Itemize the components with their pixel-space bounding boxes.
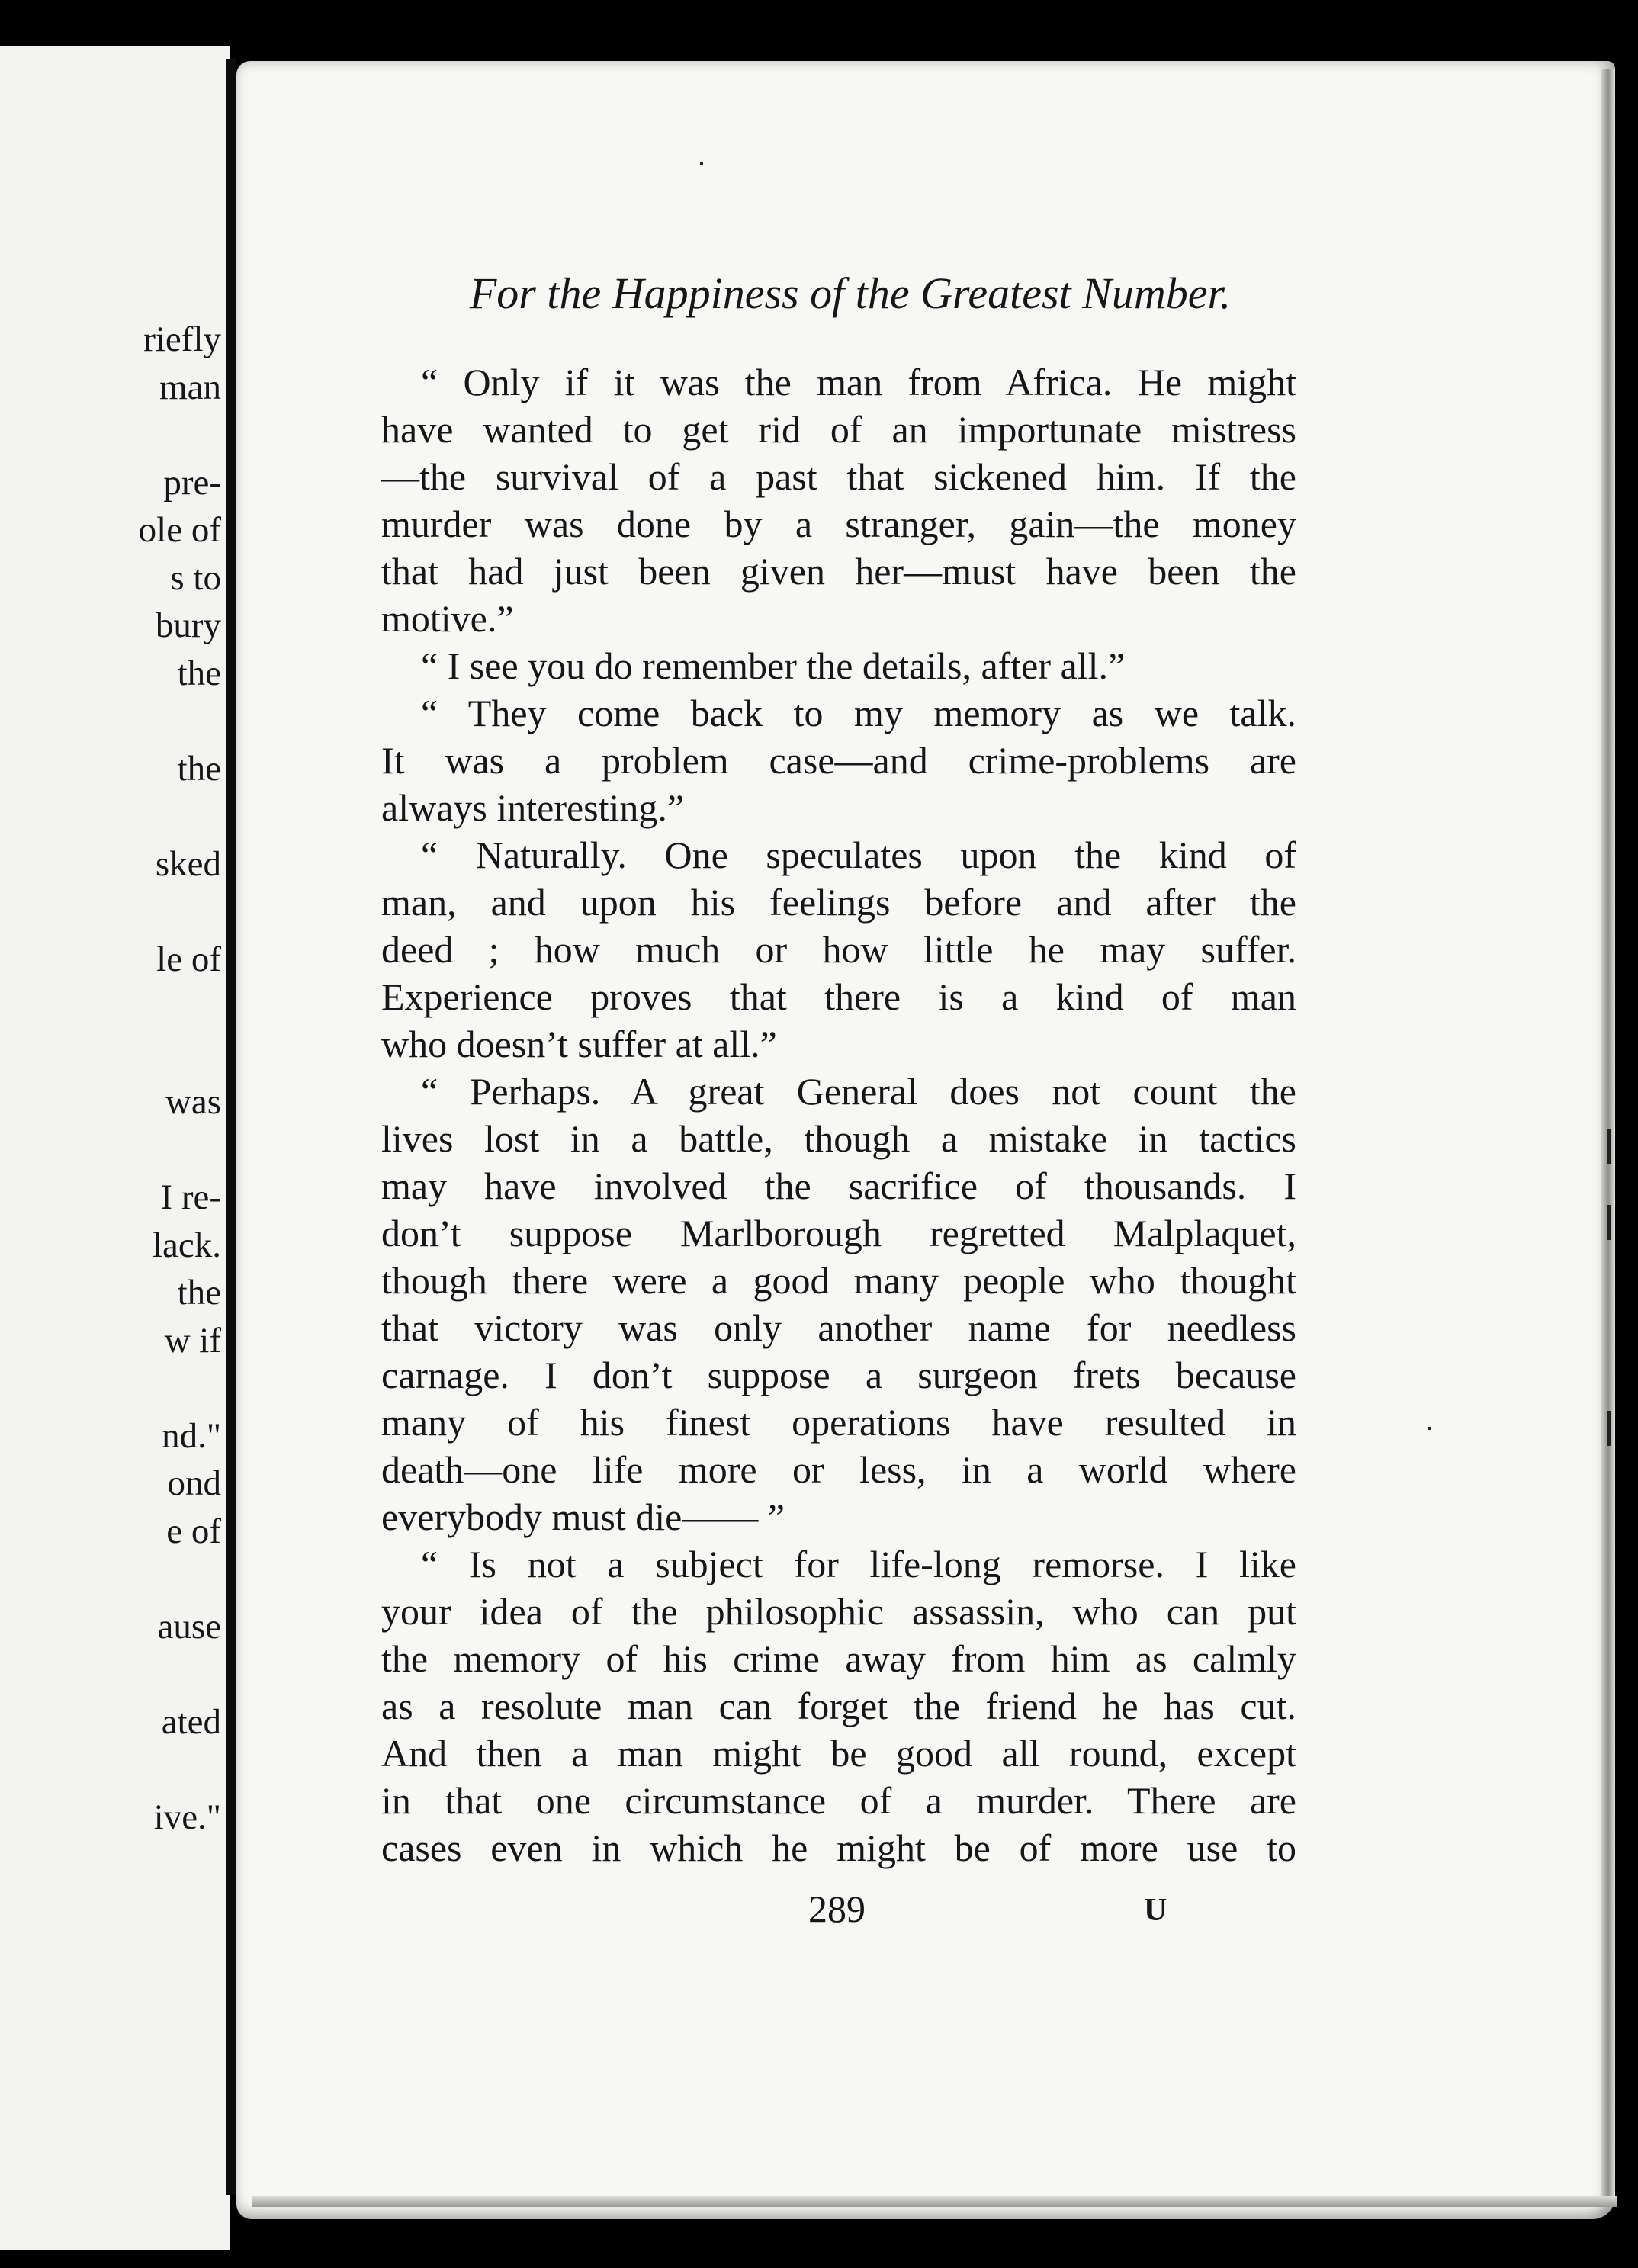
text-line: always interesting.” — [381, 786, 685, 829]
text-line: carnage. I don’t suppose a surgeon frets because — [381, 1354, 1296, 1396]
text-line: in that one circumstance of a murder. There are — [381, 1779, 1296, 1822]
margin-mark — [1607, 1205, 1611, 1240]
text-line: —the survival of a past that sickened him. If the — [381, 455, 1296, 498]
text-line: man, and upon his feelings before and after the — [381, 881, 1296, 924]
text-line: death—one life more or less, in a world where — [381, 1448, 1296, 1491]
text-line: And then a man might be good all round, except — [381, 1732, 1296, 1775]
text-line: “ Only if it was the man from Africa. He might — [421, 361, 1296, 403]
text-line: though there were a good many people who thought — [381, 1259, 1296, 1302]
paragraph — [381, 689, 1296, 831]
text-line: the memory of his crime away from him as calmly — [381, 1637, 1296, 1680]
facing-page-line: the — [177, 653, 221, 693]
facing-page-line: nd." — [162, 1415, 221, 1456]
facing-page-line: s to — [170, 557, 221, 598]
book-gutter — [226, 59, 236, 2195]
facing-page-line: ated — [161, 1701, 221, 1742]
page-bottom-edge — [252, 2196, 1617, 2207]
facing-page-line: sked — [155, 843, 221, 884]
body-text — [381, 358, 1296, 1871]
facing-page-line: the — [177, 1273, 221, 1312]
text-line: your idea of the philosophic assassin, who can put — [381, 1590, 1296, 1633]
facing-page-line: the — [177, 748, 221, 789]
paragraph — [381, 1068, 1296, 1540]
text-line: motive.” — [381, 597, 514, 640]
running-head: For the Happiness of the Greatest Number. — [469, 268, 1232, 318]
facing-page-line: lack. — [152, 1225, 221, 1265]
text-line: don’t suppose Marlborough regretted Malplaquet, — [381, 1212, 1296, 1254]
text-line: “ I see you do remember the details, after all.” — [421, 644, 1126, 687]
text-line: have wanted to get rid of an importunate mistress — [381, 408, 1296, 451]
facing-page-line: I re- — [160, 1177, 221, 1217]
facing-page-line: was — [165, 1082, 221, 1122]
facing-page-line: ive." — [153, 1797, 221, 1837]
facing-page — [0, 46, 230, 2250]
paragraph — [381, 1540, 1296, 1871]
text-line: that had just been given her—must have been the — [381, 550, 1296, 593]
margin-mark — [1607, 1411, 1611, 1446]
facing-page-line: ause — [157, 1606, 221, 1646]
text-line: that victory was only another name for needless — [381, 1306, 1296, 1349]
facing-page-line: ole of — [138, 510, 221, 550]
text-line: murder was done by a stranger, gain—the money — [381, 503, 1296, 545]
facing-page-line: pre- — [163, 462, 221, 503]
facing-page-line: w if — [164, 1320, 221, 1360]
facing-page-line: riefly — [143, 320, 221, 359]
facing-page-line: le of — [156, 939, 221, 979]
facing-page-line: bury — [155, 606, 221, 645]
paragraph — [381, 831, 1296, 1068]
text-line: cases even in which he might be of more use to — [381, 1826, 1296, 1869]
text-line: It was a problem case—and crime-problems are — [381, 739, 1296, 782]
speck — [1428, 1427, 1431, 1430]
page-number: 289 — [808, 1887, 866, 1930]
signature-mark: U — [1144, 1893, 1167, 1928]
text-line: Experience proves that there is a kind of man — [381, 975, 1296, 1018]
facing-page-line: man — [159, 367, 221, 407]
text-line: “ Perhaps. A great General does not count the — [421, 1070, 1296, 1113]
speck — [700, 162, 703, 165]
text-line: “ Is not a subject for life-long remorse. I like — [421, 1543, 1296, 1585]
facing-page-line: e of — [166, 1511, 221, 1551]
paragraph — [381, 642, 1296, 689]
text-line: everybody must die—— ” — [381, 1495, 785, 1538]
text-line: may have involved the sacrifice of thousands. I — [381, 1165, 1296, 1207]
text-line: “ They come back to my memory as we talk. — [421, 692, 1296, 734]
text-line: many of his finest operations have resulted in — [381, 1401, 1296, 1444]
facing-page-line: ond — [167, 1463, 221, 1503]
text-line: deed ; how much or how little he may suffer. — [381, 928, 1296, 971]
text-line: as a resolute man can forget the friend he has cut. — [381, 1685, 1296, 1727]
text-line: “ Naturally. One speculates upon the kind of — [421, 834, 1296, 876]
margin-mark — [1607, 1129, 1611, 1164]
paragraph — [381, 358, 1296, 642]
text-line: who doesn’t suffer at all.” — [381, 1023, 777, 1065]
text-line: lives lost in a battle, though a mistake in tactics — [381, 1117, 1296, 1160]
